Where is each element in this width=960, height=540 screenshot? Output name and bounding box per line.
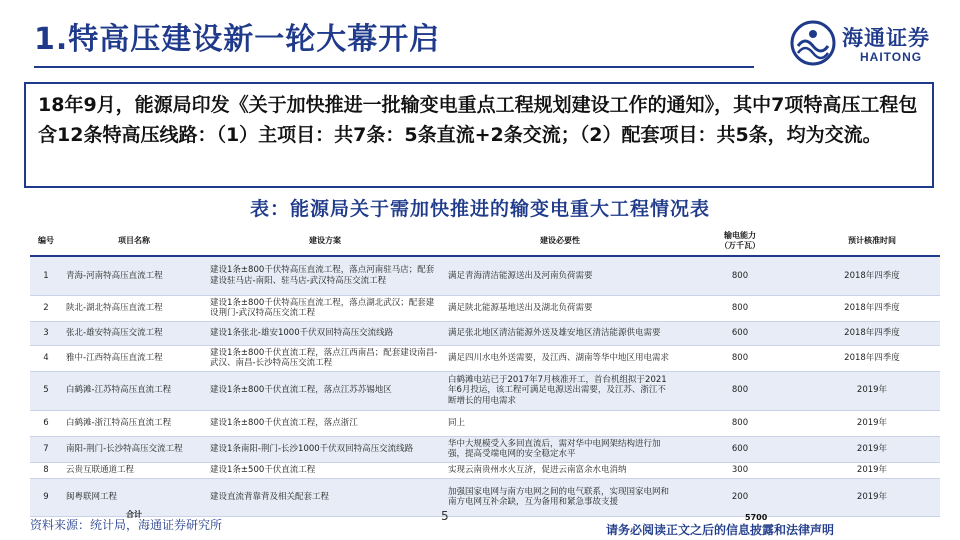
cell-name: 陕北-湖北特高压直流工程 — [62, 295, 206, 321]
cell-name: 云贵互联通道工程 — [62, 462, 206, 478]
haitong-logo-icon — [790, 20, 836, 66]
cell-capacity: 800 — [676, 410, 804, 436]
cell-plan: 建设1条±800千伏直流工程，落点江西南昌；配套建设南昌-武汉、南昌-长沙特高压交流工程 — [206, 345, 444, 371]
cell-time: 2018年四季度 — [804, 321, 940, 345]
table-row — [30, 295, 940, 321]
header-capacity — [676, 226, 804, 256]
table-row — [30, 436, 940, 462]
cell-plan: 建设1条±500千伏直流工程 — [206, 462, 444, 478]
cell-time: 2019年 — [804, 371, 940, 410]
table-row — [30, 321, 940, 345]
page-number: 5 — [441, 509, 449, 523]
title-underline — [34, 66, 754, 68]
table-header-row — [30, 226, 940, 256]
logo-english-name: HAITONG — [860, 50, 923, 64]
summary-box: 18年9月，能源局印发《关于加快推进一批输变电重点工程规划建设工作的通知》，其中7项特高压工程包含12条特高压线路：（1）主项目：共7条：5条直流+2条交流；（2）配套项目：共5条，均为交流。 — [24, 82, 934, 188]
cell-capacity: 800 — [676, 295, 804, 321]
cell-capacity: 200 — [676, 478, 804, 516]
cell-no: 3 — [30, 321, 62, 345]
cell-name: 南阳-荆门-长沙特高压交流工程 — [62, 436, 206, 462]
cell-no: 1 — [30, 256, 62, 295]
cell-time: 2019年 — [804, 462, 940, 478]
cell-plan: 建设1条±800千伏特高压直流工程，落点河南驻马店；配套建设驻马店-南阳、驻马店-武汉特高压交流工程 — [206, 256, 444, 295]
table-title: 表：能源局关于需加快推进的输变电重大工程情况表 — [249, 198, 710, 220]
cell-no: 5 — [30, 371, 62, 410]
cell-need: 满足四川水电外送需要，及江西、湖南等华中地区用电需求 — [444, 345, 676, 371]
header-capacity-line1: 输电能力 — [724, 230, 756, 240]
cell-name: 白鹤滩-浙江特高压直流工程 — [62, 410, 206, 436]
cell-no: 2 — [30, 295, 62, 321]
cell-need: 满足张北地区清洁能源外送及雄安地区清洁能源供电需要 — [444, 321, 676, 345]
table-row — [30, 256, 940, 295]
table-row — [30, 345, 940, 371]
table-row — [30, 462, 940, 478]
table-row — [30, 410, 940, 436]
haitong-logo — [790, 18, 940, 74]
cell-capacity: 800 — [676, 256, 804, 295]
header-plan: 建设方案 — [206, 226, 444, 256]
cell-time: 2018年四季度 — [804, 345, 940, 371]
cell-plan: 建设1条±800千伏直流工程，落点江苏苏锡地区 — [206, 371, 444, 410]
cell-plan: 建设直流背靠背及相关配套工程 — [206, 478, 444, 516]
header-no: 编号 — [30, 226, 62, 256]
cell-need: 同上 — [444, 410, 676, 436]
cell-need: 白鹤滩电站已于2017年7月核准开工，首台机组拟于2021年6月投运，该工程可满足电源送出需要，及江苏、浙江不断增长的用电需求 — [444, 371, 676, 410]
cell-time: 2018年四季度 — [804, 295, 940, 321]
cell-capacity: 800 — [676, 371, 804, 410]
cell-need: 实现云南贵州水火互济，促进云南富余水电消纳 — [444, 462, 676, 478]
cell-name: 白鹤滩-江苏特高压直流工程 — [62, 371, 206, 410]
page-title: 1.特高压建设新一轮大幕开启 — [34, 22, 441, 57]
cell-need: 满足青海清洁能源送出及河南负荷需要 — [444, 256, 676, 295]
cell-time: 2019年 — [804, 410, 940, 436]
projects-table — [30, 226, 940, 517]
cell-plan: 建设1条张北-雄安1000千伏双回特高压交流线路 — [206, 321, 444, 345]
header-capacity-line2: （万千瓦） — [720, 240, 760, 250]
cell-time: 2018年四季度 — [804, 256, 940, 295]
cell-plan: 建设1条±800千伏直流工程，落点浙江 — [206, 410, 444, 436]
cell-no: 4 — [30, 345, 62, 371]
total-label: 合计 — [126, 510, 142, 519]
cell-capacity: 600 — [676, 321, 804, 345]
cell-time: 2019年 — [804, 436, 940, 462]
cell-name: 雅中-江西特高压直流工程 — [62, 345, 206, 371]
cell-need: 满足陕北能源基地送出及湖北负荷需要 — [444, 295, 676, 321]
cell-plan: 建设1条±800千伏特高压直流工程，落点湖北武汉；配套建设荆门-武汉特高压交流工程 — [206, 295, 444, 321]
cell-capacity: 800 — [676, 345, 804, 371]
cell-plan: 建设1条南阳-荆门-长沙1000千伏双回特高压交流线路 — [206, 436, 444, 462]
header-need: 建设必要性 — [444, 226, 676, 256]
cell-time: 2019年 — [804, 478, 940, 516]
header-name: 项目名称 — [62, 226, 206, 256]
cell-need: 华中大规模受入多回直流后，需对华中电网架结构进行加强，提高受端电网的安全稳定水平 — [444, 436, 676, 462]
header-time: 预计核准时间 — [804, 226, 940, 256]
cell-capacity: 300 — [676, 462, 804, 478]
table-row — [30, 478, 940, 516]
cell-capacity: 600 — [676, 436, 804, 462]
cell-no: 7 — [30, 436, 62, 462]
cell-need: 加强国家电网与南方电网之间的电气联系，实现国家电网和南方电网互补余缺，互为备用和紧急事故支援 — [444, 478, 676, 516]
total-value: 5700 — [745, 513, 768, 522]
table-row — [30, 371, 940, 410]
logo-chinese-name: 海通证券 — [842, 25, 930, 50]
cell-no: 9 — [30, 478, 62, 516]
cell-name: 张北-雄安特高压交流工程 — [62, 321, 206, 345]
legal-disclaimer: 请务必阅读正文之后的信息披露和法律声明 — [606, 523, 835, 537]
cell-name: 青海-河南特高压直流工程 — [62, 256, 206, 295]
cell-no: 6 — [30, 410, 62, 436]
cell-name: 闽粤联网工程 — [62, 478, 206, 516]
source-note: 资料来源：统计局，海通证券研究所 — [30, 518, 223, 532]
cell-no: 8 — [30, 462, 62, 478]
